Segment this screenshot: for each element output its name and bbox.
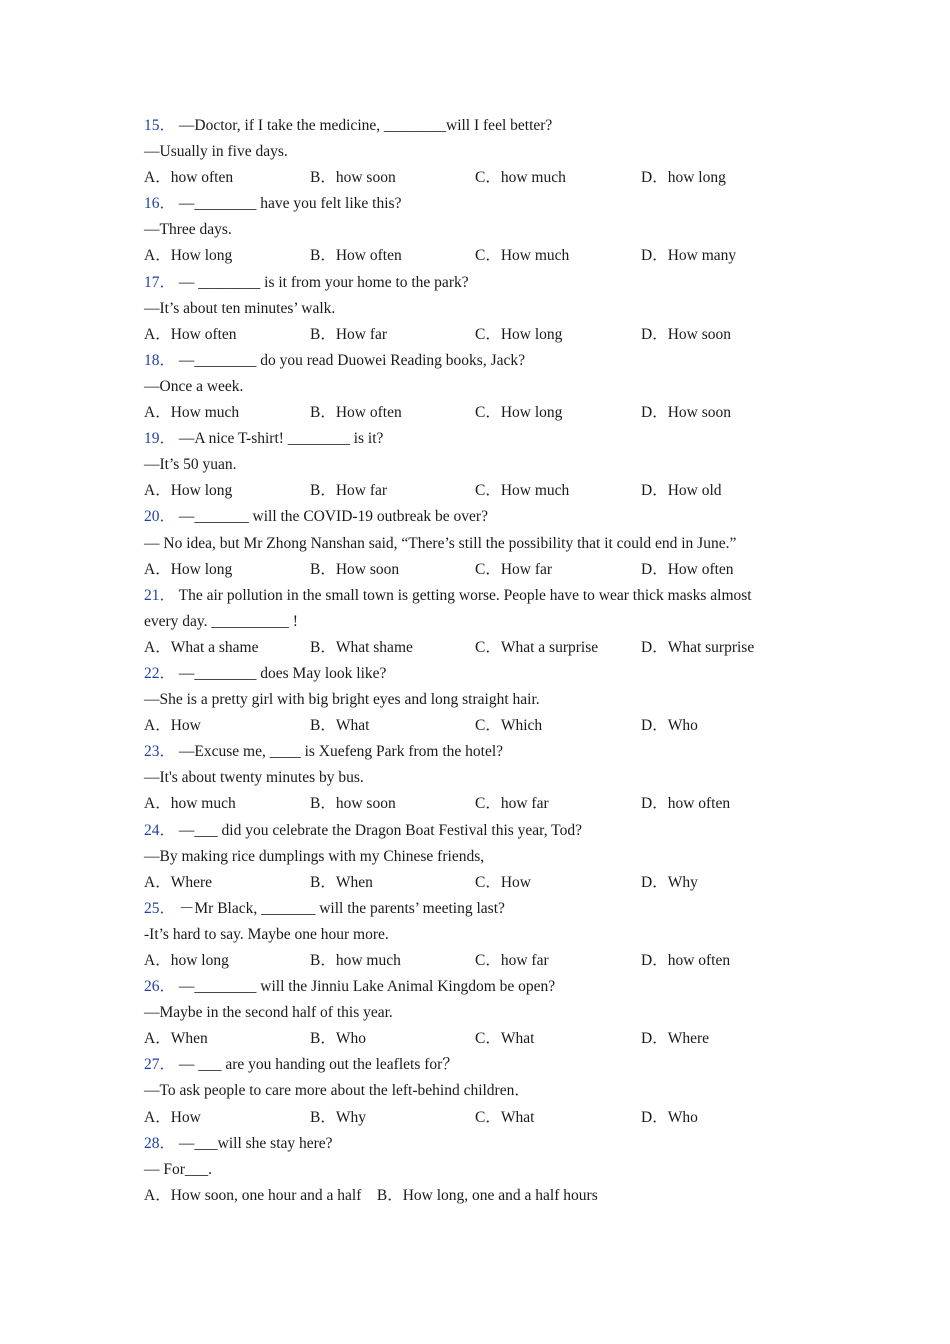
question-stem: —Excuse me, ____ is Xuefeng Park from the hotel?	[178, 743, 504, 761]
question-stem: — ________ is it from your home to the park?	[178, 273, 469, 291]
answer-option: B．How soon	[310, 560, 400, 578]
question-number: 20．	[144, 508, 176, 526]
question-number: 15．	[144, 117, 176, 134]
question-stem-line	[144, 1052, 814, 1078]
options-line	[144, 1183, 814, 1209]
dialogue-answer-line	[144, 1157, 814, 1183]
question-number: 22．	[144, 664, 176, 682]
options-line	[144, 1026, 814, 1052]
answer-option: D．Where	[641, 1030, 709, 1048]
question-number: 28．	[144, 1134, 176, 1152]
dialogue-answer: —By making rice dumplings with my Chinese friends,	[144, 847, 485, 865]
dialogue-answer-line	[144, 217, 814, 243]
dialogue-answer-line	[144, 452, 814, 478]
dialogue-answer: —To ask people to care more about the left-behind children．	[144, 1082, 530, 1100]
dialogue-answer: —Usually in five days.	[144, 143, 288, 161]
question-stem: —A nice T-shirt! ________ is it?	[178, 430, 384, 448]
answer-option: D．Who	[641, 717, 698, 735]
dialogue-answer: —Three days.	[144, 221, 232, 239]
answer-option: A．How much	[144, 404, 240, 422]
answer-option: B．how much	[310, 952, 401, 969]
question-number: 18．	[144, 351, 176, 369]
answer-option: A．How long	[144, 482, 233, 500]
answer-option: B．How far	[310, 482, 388, 500]
question-stem: —________ do you read Duowei Reading books, Jack?	[178, 351, 525, 369]
dialogue-answer-line	[144, 374, 814, 400]
question-stem: —___will she stay here?	[178, 1134, 333, 1152]
question-stem-line	[144, 896, 814, 922]
question-number: 19．	[144, 430, 176, 448]
answer-option: D．Why	[641, 873, 698, 891]
options-line	[144, 400, 814, 426]
options-line	[144, 478, 814, 504]
dialogue-answer-line	[144, 1000, 814, 1026]
answer-option: A．How long	[144, 247, 233, 265]
question-stem-line	[144, 818, 814, 844]
question-stem: — ___ are you handing out the leaflets for？	[178, 1056, 458, 1074]
question-stem-line	[144, 113, 814, 139]
question-stem: —Doctor, if I take the medicine, ________will I feel better?	[178, 117, 553, 134]
answer-option: C．Which	[475, 717, 543, 735]
answer-option: B．How far	[310, 325, 388, 343]
dialogue-answer: —Maybe in the second half of this year.	[144, 1004, 393, 1022]
question-stem: —________ have you felt like this?	[178, 195, 402, 213]
answer-option: D．Who	[641, 1108, 698, 1126]
answer-option: A．What a shame	[144, 638, 259, 656]
dialogue-answer: — For___.	[144, 1160, 213, 1178]
answer-option: D．how often	[641, 952, 731, 969]
answer-option: D．How many	[641, 247, 737, 265]
answer-option: C．How	[475, 873, 531, 891]
options-line	[144, 635, 814, 661]
dialogue-answer: every day. __________ !	[144, 612, 298, 630]
question-number: 26．	[144, 978, 176, 996]
answer-option: C．how far	[475, 952, 549, 969]
answer-option: C．What	[475, 1108, 535, 1126]
answer-option: B．how soon	[310, 169, 396, 187]
question-stem-line	[144, 739, 814, 765]
question-stem-line	[144, 583, 814, 609]
question-number: 25．	[144, 899, 176, 917]
question-number: 17．	[144, 273, 176, 291]
question-stem: —________ does May look like?	[178, 664, 387, 682]
answer-option: B．Why	[310, 1108, 366, 1126]
options-line	[144, 1105, 814, 1131]
question-number: 27．	[144, 1056, 176, 1074]
dialogue-answer-line	[144, 687, 814, 713]
answer-option: D．How soon	[641, 404, 731, 422]
dialogue-answer: -It’s hard to say. Maybe one hour more.	[144, 925, 389, 943]
answer-option: A．how often	[144, 169, 234, 187]
dialogue-answer: —Once a week.	[144, 377, 244, 395]
answer-option: A．how long	[144, 952, 229, 969]
answer-option: C．How long	[475, 404, 563, 422]
options-line	[144, 948, 814, 974]
question-stem-line	[144, 1131, 814, 1157]
answer-option: B．Who	[310, 1030, 366, 1048]
answer-option: C．how much	[475, 169, 566, 187]
question-stem-line	[144, 504, 814, 530]
answer-option: A．how much	[144, 795, 236, 813]
question-stem: —___ did you celebrate the Dragon Boat Festival this year, Tod?	[178, 821, 582, 839]
answer-option: C．What	[475, 1030, 535, 1048]
answer-option: D．What surprise	[641, 638, 755, 656]
answer-option: B．When	[310, 873, 373, 891]
answer-option: D．how long	[641, 169, 726, 187]
answer-option: B．What	[310, 717, 370, 735]
answer-option: A．How often	[144, 325, 237, 343]
dialogue-answer-line	[144, 609, 814, 635]
question-number: 23．	[144, 743, 176, 761]
question-stem-line	[144, 270, 814, 296]
answer-option: C．how far	[475, 795, 549, 813]
dialogue-answer-line	[144, 1078, 814, 1104]
answer-option: D．How old	[641, 482, 722, 500]
question-stem-line	[144, 661, 814, 687]
dialogue-answer: —It's about twenty minutes by bus.	[144, 769, 364, 787]
dialogue-answer-line	[144, 844, 814, 870]
options-line	[144, 870, 814, 896]
options-line	[144, 165, 814, 191]
answer-options: A．How soon, one hour and a half B．How long, one and a half hours	[144, 1186, 598, 1204]
answer-option: D．how often	[641, 795, 731, 813]
dialogue-answer-line	[144, 922, 814, 948]
question-number: 21．	[144, 586, 176, 604]
answer-option: D．How often	[641, 560, 734, 578]
answer-option: A．When	[144, 1030, 208, 1048]
question-stem-line	[144, 974, 814, 1000]
options-line	[144, 243, 814, 269]
answer-option: D．How soon	[641, 325, 731, 343]
answer-option: A．How	[144, 1108, 201, 1126]
question-stem: —________ will the Jinniu Lake Animal Kingdom be open?	[178, 978, 556, 996]
answer-option: C．How much	[475, 482, 570, 500]
answer-option: B．How often	[310, 247, 402, 265]
dialogue-answer: —It’s about ten minutes’ walk.	[144, 299, 336, 317]
answer-option: C．How much	[475, 247, 570, 265]
answer-option: C．How far	[475, 560, 553, 578]
answer-option: C．What a surprise	[475, 638, 599, 656]
answer-option: B．How often	[310, 404, 402, 422]
dialogue-answer: — No idea, but Mr Zhong Nanshan said, “There’s still the possibility that it could end in June.”	[144, 534, 737, 552]
question-stem-line	[144, 191, 814, 217]
question-stem: －Mr Black, _______ will the parents’ meeting last?	[178, 899, 505, 917]
answer-option: A．How long	[144, 560, 233, 578]
answer-option: C．How long	[475, 325, 563, 343]
question-stem-line	[144, 426, 814, 452]
question-number: 24．	[144, 821, 176, 839]
dialogue-answer-line	[144, 296, 814, 322]
dialogue-answer-line	[144, 765, 814, 791]
options-line	[144, 322, 814, 348]
worksheet	[144, 113, 814, 1209]
dialogue-answer-line	[144, 139, 814, 165]
options-line	[144, 791, 814, 817]
dialogue-answer-line	[144, 531, 814, 557]
answer-option: A．How	[144, 717, 201, 735]
options-line	[144, 713, 814, 739]
question-stem-line	[144, 348, 814, 374]
question-stem: The air pollution in the small town is getting worse. People have to wear thick masks almost	[178, 586, 752, 604]
answer-option: A．Where	[144, 873, 212, 891]
question-number: 16．	[144, 195, 176, 213]
answer-option: B．how soon	[310, 795, 396, 813]
dialogue-answer: —She is a pretty girl with big bright eyes and long straight hair.	[144, 691, 540, 709]
question-stem: —_______ will the COVID-19 outbreak be over?	[178, 508, 488, 526]
answer-option: B．What shame	[310, 638, 413, 656]
options-line	[144, 557, 814, 583]
dialogue-answer: —It’s 50 yuan.	[144, 456, 237, 474]
